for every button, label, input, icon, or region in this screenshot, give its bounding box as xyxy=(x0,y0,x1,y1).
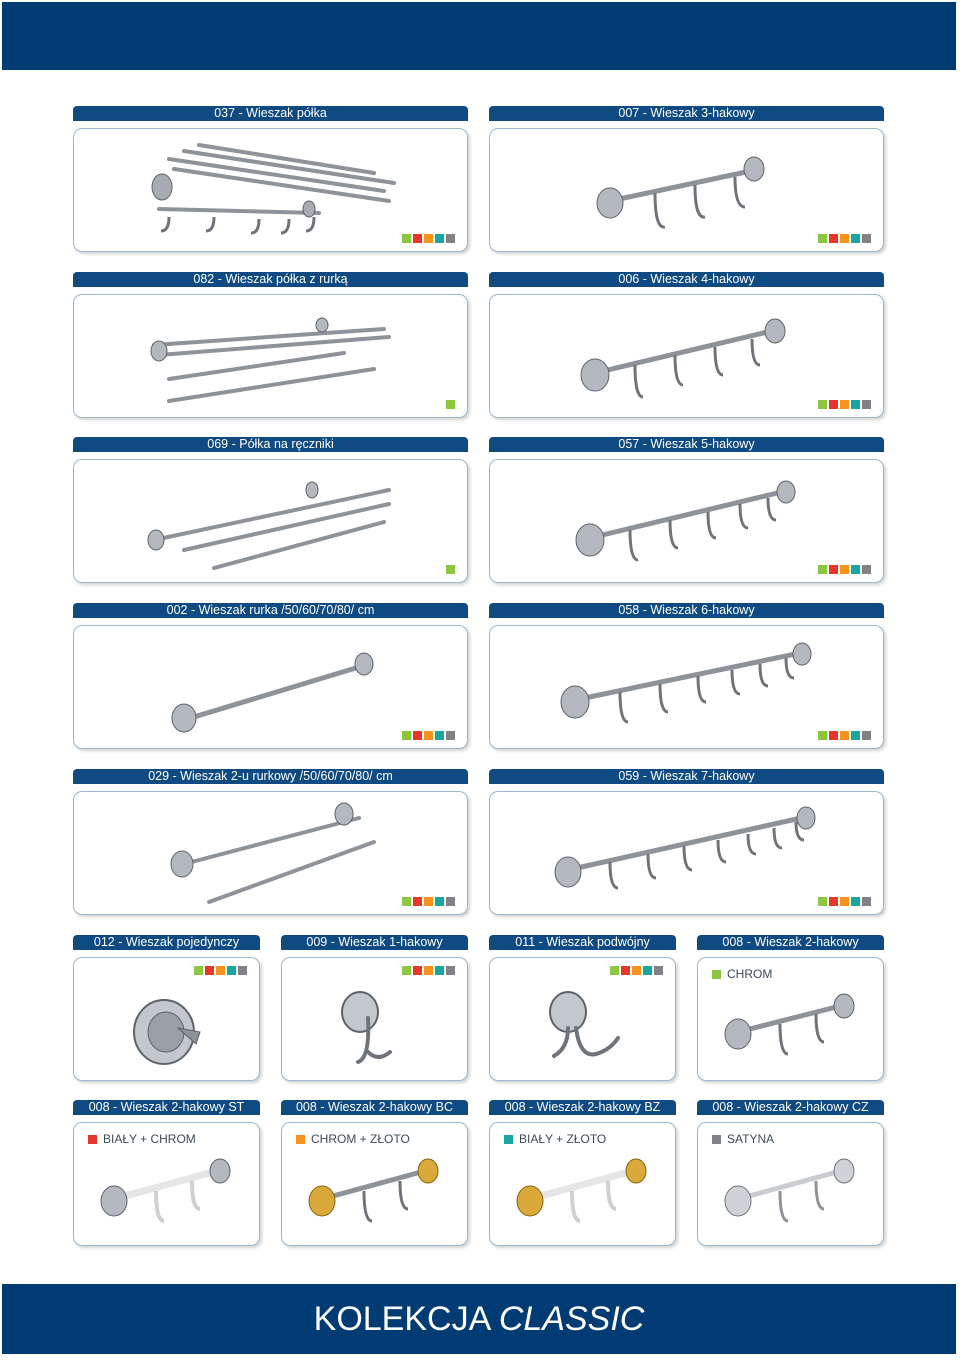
color-swatches xyxy=(818,897,871,906)
swatch-green xyxy=(818,234,827,243)
color-swatches xyxy=(194,966,247,975)
finish-label: BIAŁY + CHROM xyxy=(103,1132,196,1146)
product-card[interactable] xyxy=(489,1100,676,1246)
swatch-green xyxy=(402,731,411,740)
swatch-teal xyxy=(643,966,652,975)
finish-swatch xyxy=(504,1135,513,1144)
product-card[interactable] xyxy=(489,603,884,749)
swatch-green xyxy=(818,400,827,409)
product-image-frame xyxy=(697,1122,884,1246)
product-image-frame xyxy=(489,625,884,749)
swatch-orange xyxy=(840,400,849,409)
swatch-teal xyxy=(435,897,444,906)
swatch-orange xyxy=(840,731,849,740)
swatch-teal xyxy=(435,966,444,975)
swatch-gray xyxy=(862,234,871,243)
swatch-green xyxy=(610,966,619,975)
finish-swatch xyxy=(296,1135,305,1144)
swatch-orange xyxy=(424,966,433,975)
product-card[interactable] xyxy=(489,935,676,1081)
product-card[interactable] xyxy=(489,437,884,583)
swatch-teal xyxy=(435,234,444,243)
swatch-teal xyxy=(851,897,860,906)
swatch-red xyxy=(829,565,838,574)
swatch-green xyxy=(194,966,203,975)
swatch-red xyxy=(829,234,838,243)
finish-swatch xyxy=(88,1135,97,1144)
swatch-teal xyxy=(851,234,860,243)
swatch-gray xyxy=(446,897,455,906)
product-image-frame xyxy=(281,957,468,1081)
swatch-red xyxy=(829,897,838,906)
swatch-green xyxy=(818,565,827,574)
swatch-orange xyxy=(840,234,849,243)
product-image-frame xyxy=(489,459,884,583)
single-hook-image xyxy=(74,958,260,1081)
product-card[interactable] xyxy=(73,603,468,749)
swatch-orange xyxy=(840,897,849,906)
product-card[interactable] xyxy=(489,106,884,252)
swatch-red xyxy=(829,400,838,409)
finish-label: CHROM xyxy=(727,967,773,981)
product-image-frame xyxy=(73,1122,260,1246)
towel-shelf-image xyxy=(74,460,468,583)
product-image-frame xyxy=(73,294,468,418)
color-swatches xyxy=(818,234,871,243)
product-label: 012 - Wieszak pojedynczy xyxy=(73,935,260,950)
footer-band xyxy=(2,1284,956,1354)
swatch-gray xyxy=(862,731,871,740)
swatch-teal xyxy=(851,400,860,409)
product-label: 007 - Wieszak 3-hakowy xyxy=(489,106,884,121)
finish-legend xyxy=(88,1132,196,1146)
swatch-red xyxy=(413,897,422,906)
swatch-green xyxy=(402,966,411,975)
product-image-frame xyxy=(697,957,884,1081)
product-image-frame xyxy=(73,625,468,749)
swatch-gray xyxy=(862,400,871,409)
product-card[interactable] xyxy=(73,935,260,1081)
product-image-frame xyxy=(281,1122,468,1246)
product-card[interactable] xyxy=(697,1100,884,1246)
collection-title-part2: CLASSIC xyxy=(498,1299,645,1338)
color-swatches xyxy=(818,731,871,740)
product-card[interactable] xyxy=(73,1100,260,1246)
swatch-gray xyxy=(862,565,871,574)
product-card[interactable] xyxy=(73,106,468,252)
finish-label: BIAŁY + ZŁOTO xyxy=(519,1132,607,1146)
finish-legend xyxy=(712,1132,774,1146)
swatch-orange xyxy=(840,565,849,574)
product-card[interactable] xyxy=(73,769,468,915)
product-image-frame xyxy=(73,459,468,583)
swatch-red xyxy=(829,731,838,740)
finish-legend xyxy=(712,967,772,981)
collection-title xyxy=(314,1300,645,1339)
product-label: 029 - Wieszak 2-u rurkowy /50/60/70/80/ cm xyxy=(73,769,468,784)
swatch-teal xyxy=(435,731,444,740)
finish-legend xyxy=(504,1132,606,1146)
collection-title-part1: KOLEKCJA xyxy=(313,1299,499,1338)
finish-legend xyxy=(296,1132,410,1146)
swatch-gray xyxy=(446,966,455,975)
swatch-green xyxy=(402,234,411,243)
product-image-frame xyxy=(73,791,468,915)
header-band xyxy=(2,2,956,70)
swatch-gray xyxy=(446,234,455,243)
swatch-orange xyxy=(424,897,433,906)
swatch-orange xyxy=(216,966,225,975)
color-swatches xyxy=(446,565,455,574)
swatch-orange xyxy=(424,234,433,243)
product-label: 008 - Wieszak 2-hakowy xyxy=(697,935,884,950)
product-label: 037 - Wieszak półka xyxy=(73,106,468,121)
swatch-teal xyxy=(851,565,860,574)
swatch-green xyxy=(446,400,455,409)
swatch-red xyxy=(413,234,422,243)
swatch-teal xyxy=(851,731,860,740)
product-card[interactable] xyxy=(489,272,884,418)
color-swatches xyxy=(610,966,663,975)
product-label: 011 - Wieszak podwójny xyxy=(489,935,676,950)
product-label: 008 - Wieszak 2-hakowy BZ xyxy=(489,1100,676,1115)
product-label: 008 - Wieszak 2-hakowy BC xyxy=(281,1100,468,1115)
product-label: 057 - Wieszak 5-hakowy xyxy=(489,437,884,452)
finish-label: SATYNA xyxy=(727,1132,775,1146)
finish-swatch xyxy=(712,970,721,979)
product-label: 006 - Wieszak 4-hakowy xyxy=(489,272,884,287)
product-card[interactable] xyxy=(281,1100,468,1246)
swatch-green xyxy=(818,731,827,740)
swatch-green xyxy=(446,565,455,574)
swatch-green xyxy=(402,897,411,906)
product-image-frame xyxy=(489,1122,676,1246)
product-label: 059 - Wieszak 7-hakowy xyxy=(489,769,884,784)
swatch-red xyxy=(413,966,422,975)
product-image-frame xyxy=(489,957,676,1081)
product-card[interactable] xyxy=(697,935,884,1081)
color-swatches xyxy=(402,731,455,740)
one-hook-image xyxy=(282,958,468,1081)
finish-swatch xyxy=(712,1135,721,1144)
color-swatches xyxy=(402,897,455,906)
product-card[interactable] xyxy=(73,437,468,583)
product-image-frame xyxy=(489,128,884,252)
product-label: 002 - Wieszak rurka /50/60/70/80/ cm xyxy=(73,603,468,618)
color-swatches xyxy=(818,400,871,409)
product-image-frame xyxy=(73,128,468,252)
color-swatches xyxy=(402,234,455,243)
product-image-frame xyxy=(489,294,884,418)
swatch-orange xyxy=(632,966,641,975)
product-label: 082 - Wieszak półka z rurką xyxy=(73,272,468,287)
product-image-frame xyxy=(73,957,260,1081)
double-hook-image xyxy=(490,958,676,1081)
swatch-gray xyxy=(654,966,663,975)
product-label: 069 - Półka na ręczniki xyxy=(73,437,468,452)
product-image-frame xyxy=(489,791,884,915)
finish-label: CHROM + ZŁOTO xyxy=(311,1132,410,1146)
swatch-red xyxy=(413,731,422,740)
product-card[interactable] xyxy=(73,272,468,418)
product-label: 008 - Wieszak 2-hakowy ST xyxy=(73,1100,260,1115)
product-card[interactable] xyxy=(281,935,468,1081)
color-swatches xyxy=(818,565,871,574)
swatch-red xyxy=(205,966,214,975)
product-label: 058 - Wieszak 6-hakowy xyxy=(489,603,884,618)
color-swatches xyxy=(446,400,455,409)
product-label: 008 - Wieszak 2-hakowy CZ xyxy=(697,1100,884,1115)
product-card[interactable] xyxy=(489,769,884,915)
swatch-red xyxy=(621,966,630,975)
swatch-orange xyxy=(424,731,433,740)
product-label: 009 - Wieszak 1-hakowy xyxy=(281,935,468,950)
color-swatches xyxy=(402,966,455,975)
swatch-gray xyxy=(238,966,247,975)
swatch-gray xyxy=(862,897,871,906)
swatch-gray xyxy=(446,731,455,740)
swatch-green xyxy=(818,897,827,906)
swatch-teal xyxy=(227,966,236,975)
shelf-with-rail-image xyxy=(74,295,468,418)
